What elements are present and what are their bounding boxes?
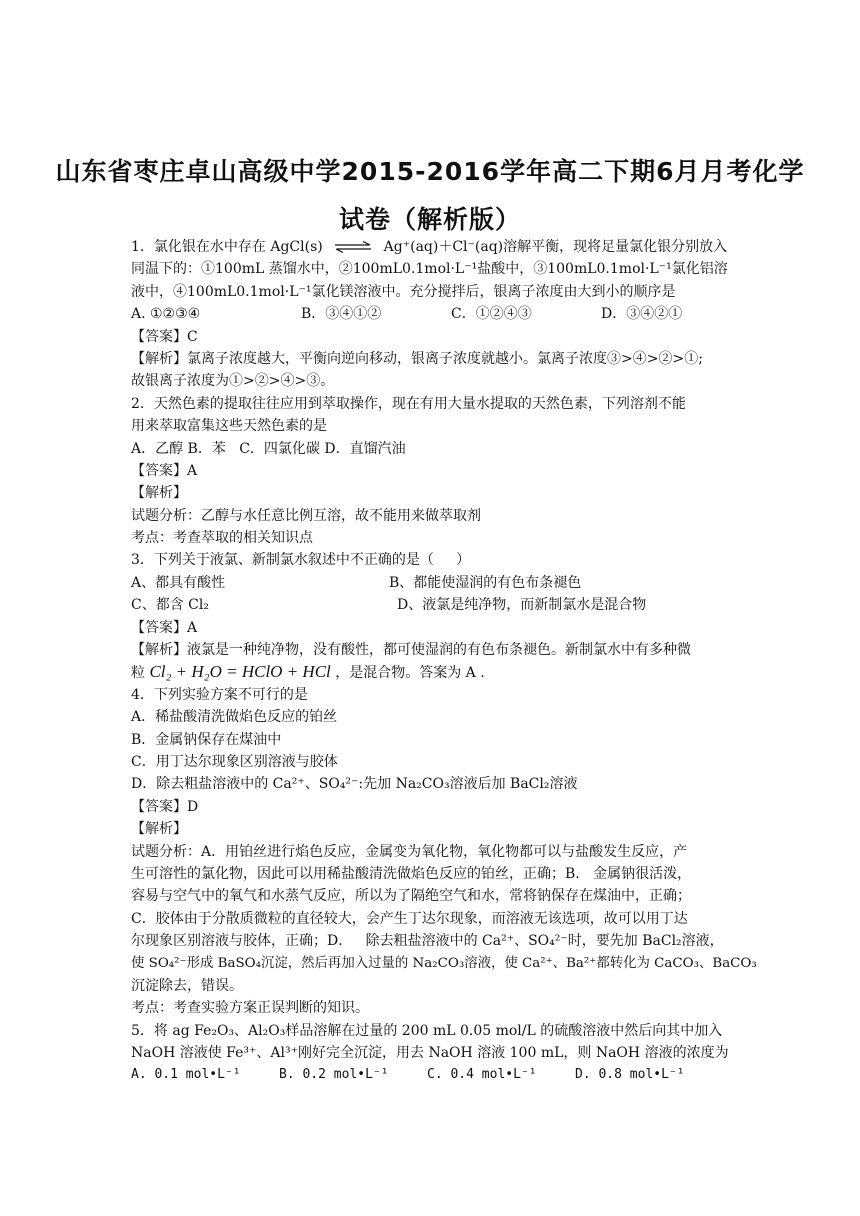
q4-answer: 【答案】D [131,798,199,815]
q1-choice-c: C．①②④③ [451,306,532,323]
q5-choice-a: A. 0.1 mol•L⁻¹ [131,1067,241,1083]
page-title-line2: 试卷（解析版） [338,205,521,234]
equilibrium-arrow-icon [333,241,373,253]
q1-analysis-line2: 故银离子浓度为①>②>④>③。 [131,373,335,390]
q3-stem: 3．下列关于液氯、新制氯水叙述中不正确的是（ ） [131,552,471,569]
q4-choice-a: A．稀盐酸清洗做焰色反应的铂丝 [131,709,338,726]
q1-stem-part1: 1．氯化银在水中存在 AgCl(s) [131,239,323,255]
q2-stem-line1: 2．天然色素的提取往往应用到萃取操作，现在有用大量水提取的天然色素，下列溶剂不能 [131,395,686,412]
q3-choices-row2 [131,594,736,616]
q4-knowledge-point: 考点：考查实验方案正误判断的知识。 [131,1000,369,1017]
q5-choice-d: D. 0.8 mol•L⁻¹ [575,1067,685,1083]
q1-stem-line1 [131,236,736,258]
q3-equation: Cl₂ + H₂O = HClO + HCl [149,662,331,682]
q1-choice-b: B．③④①② [301,306,382,323]
q2-stem-line2: 用来萃取富集这些天然色素的是 [131,418,327,435]
q2-analysis-label: 【解析】 [131,485,187,502]
q1-stem-part2: Ag⁺(aq)＋Cl⁻(aq)溶解平衡，现将足量氯化银分别放入 [383,239,728,255]
q1-choice-d: D．③④②① [601,306,683,323]
q3-answer: 【答案】A [131,619,198,636]
q3-analysis-line2 [131,661,736,683]
q5-stem-line1: 5．将 ag Fe₂O₃、Al₂O₃样品溶解在过量的 200 mL 0.05 mol/L 的硫酸溶液中然后向其中加入 [131,1022,723,1039]
q5-stem-line2: NaOH 溶液使 Fe³⁺、Al³⁺刚好完全沉淀，用去 NaOH 溶液 100 mL，则 NaOH 溶液的浓度为 [131,1045,729,1062]
q3-choice-b: B、都能使湿润的有色布条褪色 [389,574,582,591]
q1-choice-a: A. ①②③④ [131,306,201,323]
q3-analysis-suffix: ，是混合物。答案为 A . [335,665,485,682]
q4-analysis-line: 使 SO₄²⁻形成 BaSO₄沉淀，然后再加入过量的 Na₂CO₃溶液，使 Ca²⁺、Ba²⁺都转化为 CaCO₃、BaCO₃ [131,955,757,971]
q4-stem: 4．下列实验方案不可行的是 [131,686,308,703]
q3-analysis-line1: 【解析】液氯是一种纯净物，没有酸性，都可使湿润的有色布条褪色。新制氯水中有多种微 [131,642,691,659]
q2-choices: A．乙醇 B．苯 C．四氯化碳 D．直馏汽油 [131,440,406,457]
q4-analysis-line: 生可溶性的氯化物，因此可以用稀盐酸清洗做焰色反应的铂丝，正确；B. 金属钠很活泼， [131,865,692,882]
q4-analysis-line: 容易与空气中的氧气和水蒸气反应，所以为了隔绝空气和水，常将钠保存在煤油中，正确； [131,888,691,905]
q4-analysis-label: 【解析】 [131,821,187,838]
q4-choice-c: C．用丁达尔现象区别溶液与胶体 [131,753,338,770]
q4-analysis-line: 沉淀除去，错误。 [131,977,243,994]
q4-choice-d: D．除去粗盐溶液中的 Ca²⁺、SO₄²⁻:先加 Na₂CO₃溶液后加 BaCl₂溶液 [131,776,578,793]
q5-choices [131,1064,736,1086]
q2-answer: 【答案】A [131,462,198,479]
q4-analysis-line: C．胶体由于分散质微粒的直径较大，会产生丁达尔现象，而溶液无该选项，故可以用丁达 [131,910,688,927]
q4-analysis-line: 试题分析：A．用铂丝进行焰色反应，金属变为氧化物，氧化物都可以与盐酸发生反应，产 [131,843,688,860]
page-title-line1: 山东省枣庄卓山高级中学2015-2016学年高二下期6月月考化学 [55,157,805,186]
q5-choice-b: B. 0.2 mol•L⁻¹ [279,1067,389,1083]
q3-choices-row1 [131,572,736,594]
q1-stem-line2: 同温下的：①100mL 蒸馏水中，②100mL0.1mol·L⁻¹盐酸中，③100mL0.1mol·L⁻¹氯化铝溶 [131,261,728,278]
q1-choices [131,303,736,325]
q3-choice-c: C、都含 Cl₂ [131,597,209,614]
q4-choice-b: B．金属钠保存在煤油中 [131,731,282,748]
q1-stem-line3: 液中，④100mL0.1mol·L⁻¹氯化镁溶液中。充分搅拌后，银离子浓度由大到小的顺序是 [131,283,676,300]
q1-analysis-line1: 【解析】氯离子浓度越大，平衡向逆向移动，银离子浓度就越小。氯离子浓度③>④>②>①; [131,350,703,367]
q5-choice-c: C. 0.4 mol•L⁻¹ [427,1067,537,1083]
q1-answer: 【答案】C [131,328,198,345]
q2-analysis: 试题分析：乙醇与水任意比例互溶，故不能用来做萃取剂 [131,507,481,524]
q2-knowledge-point: 考点：考查萃取的相关知识点 [131,530,313,547]
q3-choice-a: A、都具有酸性 [131,574,226,591]
q4-analysis-line: 尔现象区别溶液与胶体，正确；D． 除去粗盐溶液中的 Ca²⁺、SO₄²⁻时，要先加 BaCl₂溶液， [131,933,724,950]
q3-analysis-prefix: 粒 [131,665,145,682]
document-body [131,236,757,1087]
q3-choice-d: D、液氯是纯净物，而新制氯水是混合物 [397,597,647,614]
